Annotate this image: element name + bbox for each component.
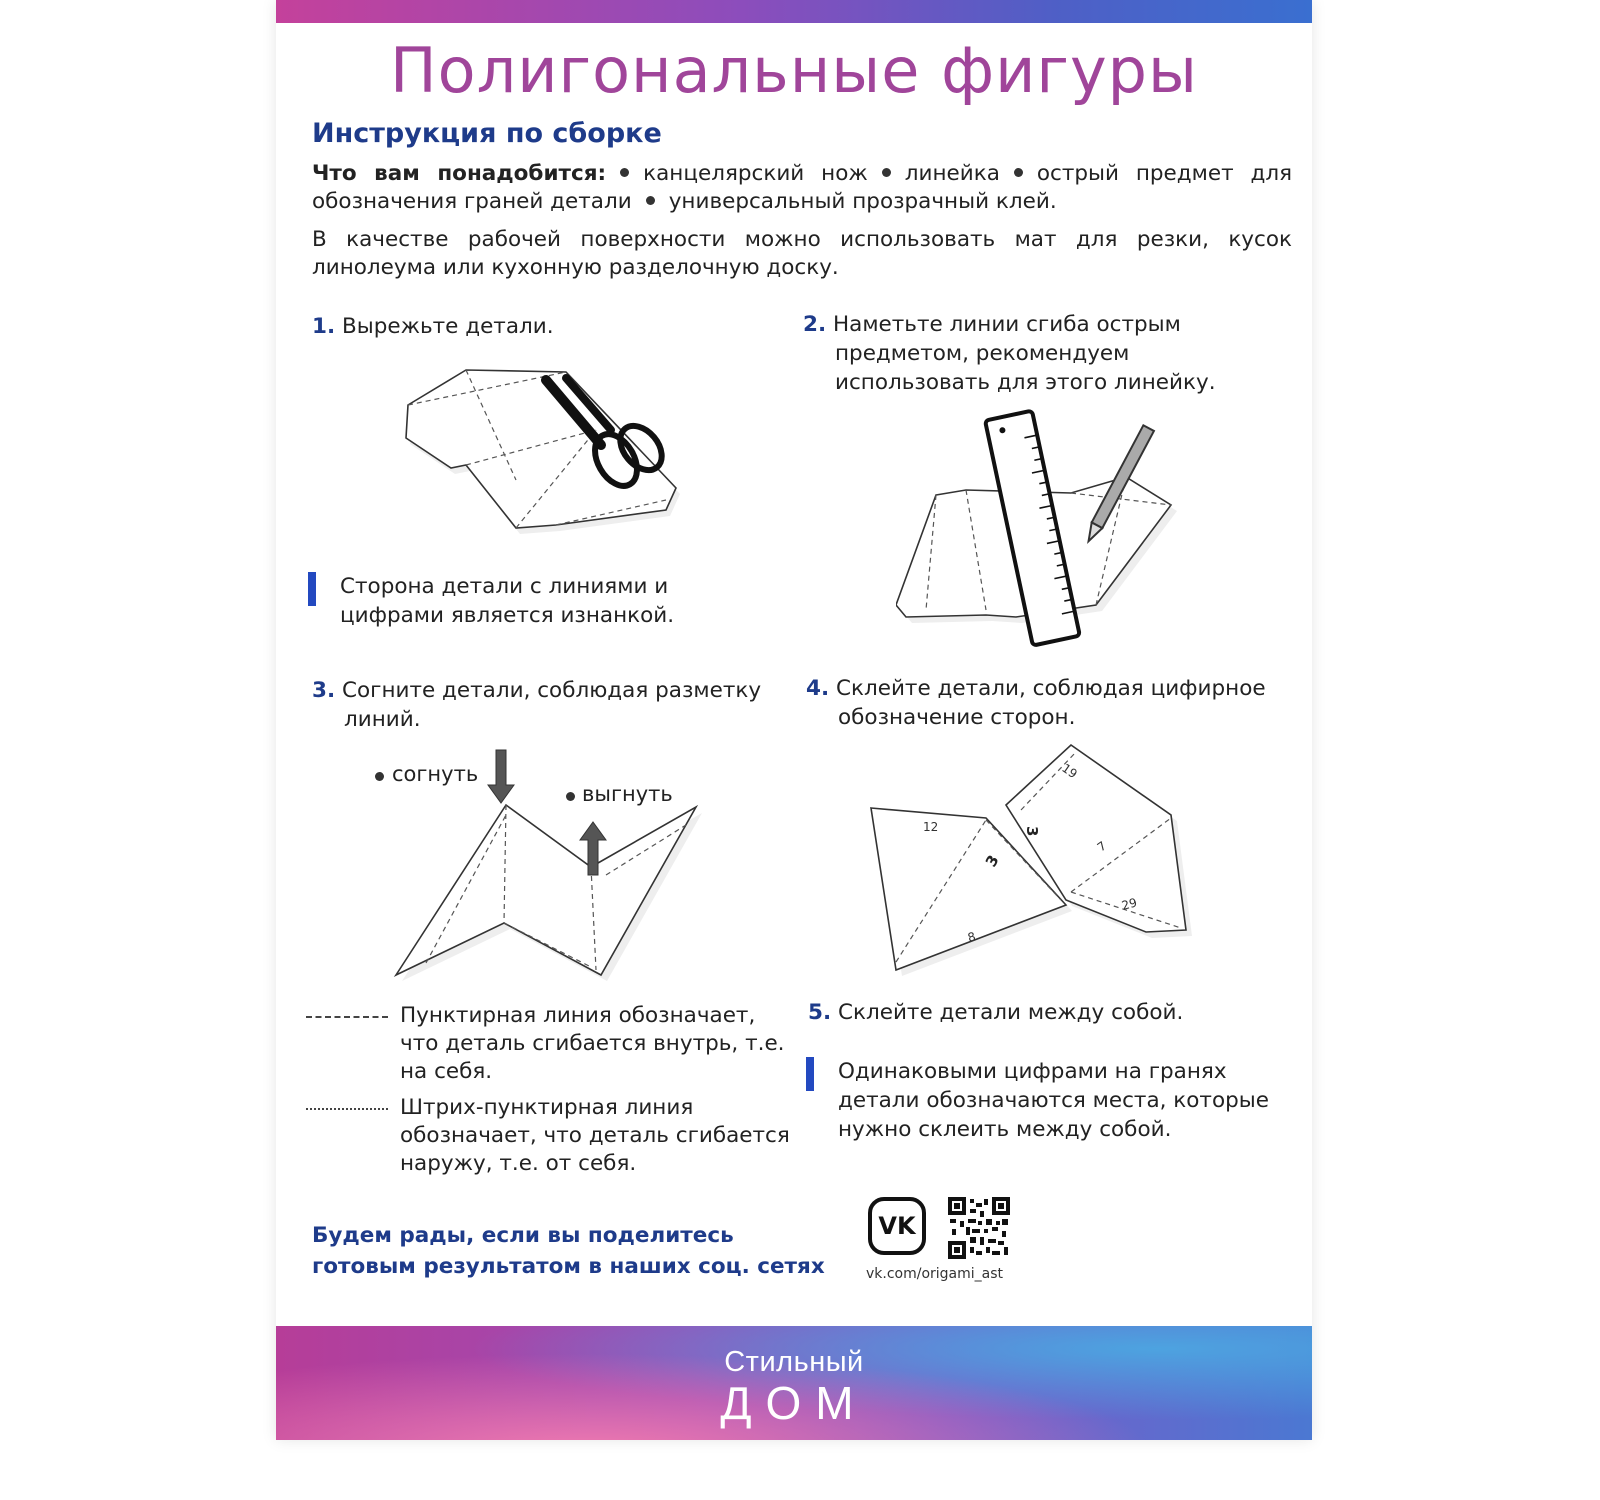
note-bar-icon <box>308 572 316 606</box>
dashdot-line-sample <box>306 1108 388 1110</box>
material-item: линейка <box>904 161 1000 186</box>
step-number: 5. <box>808 1000 832 1025</box>
edge-number-3: 3 <box>1023 826 1041 837</box>
glue-parts-diagram <box>861 740 1201 980</box>
edge-number-8: 8 <box>966 929 978 945</box>
top-gradient-band <box>276 0 1312 23</box>
edge-number-7: 7 <box>1094 838 1109 855</box>
brand-logo <box>276 1346 1312 1428</box>
step-number: 1. <box>312 314 336 339</box>
fold-out-label: выгнуть <box>582 782 673 806</box>
step-4 <box>806 674 1288 732</box>
qr-code-icon[interactable] <box>948 1197 1010 1259</box>
dashed-line-sample <box>306 1016 388 1018</box>
brand-line-2: ДОМ <box>720 1377 868 1429</box>
edge-number-29: 29 <box>1120 895 1139 913</box>
note-same-numbers: Одинаковыми цифрами на гранях детали обозначаются места, которые нужно склеить между собой. <box>838 1059 1269 1142</box>
step-1 <box>312 312 732 341</box>
bullet-icon <box>1014 168 1023 177</box>
cut-out-diagram <box>396 360 696 560</box>
instruction-sheet <box>276 0 1312 1440</box>
step-number: 3. <box>312 678 336 703</box>
bullet-icon <box>375 772 384 781</box>
edge-number-3: 3 <box>981 851 1003 870</box>
material-item: острый предмет для обозначения граней детали <box>312 161 1292 214</box>
step-text: Вырежьте детали. <box>341 314 554 339</box>
bullet-icon <box>882 168 891 177</box>
step-number: 4. <box>806 676 830 701</box>
step-text: Наметьте линии сгиба острым предметом, рекомендуем использовать для этого линейку. <box>832 312 1216 395</box>
page-subtitle: Инструкция по сборке <box>312 118 662 149</box>
materials-paragraph <box>312 160 1292 216</box>
note-reverse-side: Сторона детали с линиями и цифрами является изнанкой. <box>340 574 675 628</box>
bottom-gradient-band <box>276 1326 1312 1440</box>
page-title: Полигональные фигуры <box>390 34 1198 107</box>
bullet-icon <box>646 196 655 205</box>
step-5 <box>808 998 1258 1027</box>
share-message <box>312 1220 825 1282</box>
share-line-1: Будем рады, если вы поделитесь <box>312 1223 734 1248</box>
bullet-icon <box>620 168 629 177</box>
step-text: Согните детали, соблюдая разметку линий. <box>341 678 762 732</box>
vk-logo-icon[interactable]: VK <box>868 1197 926 1255</box>
step-text: Склейте детали, соблюдая цифирное обозначение сторон. <box>835 676 1266 730</box>
material-item: универсальный прозрачный клей. <box>668 189 1057 214</box>
step-text: Склейте детали между собой. <box>837 1000 1184 1025</box>
dashdot-line-legend: Штрих-пунктирная линия обозначает, что деталь сгибается наружу, т.е. от себя. <box>400 1095 790 1176</box>
step-3 <box>312 676 764 734</box>
vk-url[interactable]: vk.com/origami_ast <box>866 1266 1004 1282</box>
edge-number-12: 12 <box>923 820 939 834</box>
bullet-icon <box>566 792 575 801</box>
dashed-line-legend: Пунктирная линия обозначает, что деталь сгибается внутрь, т.е. на себя. <box>400 1003 785 1084</box>
fold-in-label: согнуть <box>392 762 479 786</box>
edge-number-19: 19 <box>1059 760 1080 782</box>
score-lines-diagram <box>896 405 1186 650</box>
materials-lead: Что вам понадобится: <box>312 161 607 186</box>
surface-paragraph: В качестве рабочей поверхности можно использовать мат для резки, кусок линолеума или кухонную разделочную доску. <box>312 227 1292 280</box>
step-2 <box>803 310 1275 397</box>
brand-line-1: Стильный <box>724 1346 864 1378</box>
share-line-2: готовым результатом в наших соц. сетях <box>312 1254 825 1279</box>
material-item: канцелярский нож <box>643 161 868 186</box>
note-bar-icon <box>806 1057 814 1091</box>
step-number: 2. <box>803 312 827 337</box>
